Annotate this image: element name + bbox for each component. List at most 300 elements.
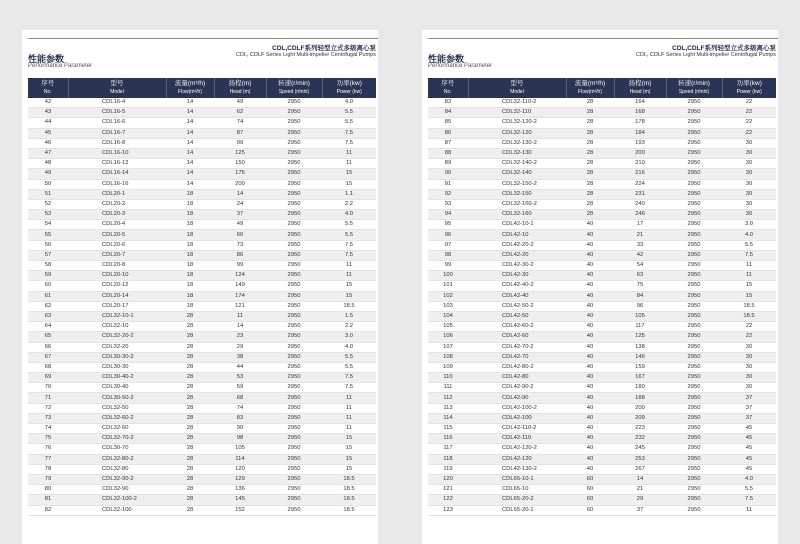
- cell-head: 240: [614, 199, 666, 209]
- cell-power: 45: [722, 444, 776, 454]
- table-row: [428, 199, 776, 209]
- page-title-cn: 性能参数: [28, 54, 65, 64]
- cell-model: CDL42-10: [468, 230, 566, 240]
- cell-head: 75: [614, 281, 666, 291]
- performance-table-left: [28, 78, 376, 516]
- cell-flow: 14: [166, 169, 214, 179]
- cell-speed: 2950: [266, 220, 322, 230]
- cell-head: 125: [614, 332, 666, 342]
- cell-speed: 2950: [666, 393, 722, 403]
- cell-power: 2.2: [322, 199, 376, 209]
- cell-flow: 28: [166, 383, 214, 393]
- cell-speed: 2950: [666, 413, 722, 423]
- cell-speed: 2950: [666, 485, 722, 495]
- cell-model: CDL32-160-2: [468, 199, 566, 209]
- cell-head: 253: [614, 454, 666, 464]
- cell-head: 86: [214, 250, 266, 260]
- cell-model: CDL42-100-2: [468, 403, 566, 413]
- cell-power: 30: [722, 383, 776, 393]
- header-no: 序号 No.: [28, 78, 68, 98]
- cell-power: 15: [322, 291, 376, 301]
- table-row: [28, 413, 376, 423]
- cell-power: 22: [722, 118, 776, 128]
- cell-model: CDL32-60: [68, 424, 166, 434]
- cell-power: 7.5: [722, 250, 776, 260]
- table-row: [428, 220, 776, 230]
- cell-speed: 2950: [266, 311, 322, 321]
- cell-flow: 28: [566, 179, 614, 189]
- table-row: [428, 434, 776, 444]
- cell-model: CDL20-17: [68, 301, 166, 311]
- table-row: [428, 108, 776, 118]
- cell-power: 5.5: [322, 108, 376, 118]
- cell-power: 5.5: [722, 485, 776, 495]
- cell-flow: 40: [566, 434, 614, 444]
- cell-no: 45: [28, 128, 68, 138]
- cell-speed: 2950: [266, 230, 322, 240]
- cell-flow: 28: [566, 169, 614, 179]
- left-page: [22, 30, 378, 544]
- cell-no: 110: [428, 373, 468, 383]
- cell-speed: 2950: [266, 138, 322, 148]
- cell-power: 7.5: [722, 495, 776, 505]
- table-row: [428, 98, 776, 108]
- table-row: [28, 98, 376, 108]
- table-row: [428, 179, 776, 189]
- header-head: 扬程(m) Head (m): [614, 78, 666, 98]
- cell-no: 66: [28, 342, 68, 352]
- table-row: [428, 189, 776, 199]
- table-row: [428, 413, 776, 423]
- cell-model: CDL20-7: [68, 250, 166, 260]
- cell-flow: 60: [566, 495, 614, 505]
- cell-head: 246: [614, 210, 666, 220]
- cell-head: 145: [214, 495, 266, 505]
- table-row: [428, 261, 776, 271]
- table-row: [28, 301, 376, 311]
- cell-no: 113: [428, 403, 468, 413]
- table-row: [28, 373, 376, 383]
- table-row: [428, 393, 776, 403]
- cell-speed: 2950: [666, 322, 722, 332]
- cell-head: 159: [614, 362, 666, 372]
- cell-head: 188: [614, 393, 666, 403]
- cell-flow: 28: [566, 118, 614, 128]
- cell-flow: 40: [566, 220, 614, 230]
- cell-speed: 2950: [266, 98, 322, 108]
- cell-model: CDL20-5: [68, 230, 166, 240]
- header-speed: 转速(r/min) Speed (r/min): [266, 78, 322, 98]
- table-row: [28, 362, 376, 372]
- cell-model: CDL30-50-2: [68, 393, 166, 403]
- table-row: [428, 311, 776, 321]
- cell-model: CDL20-8: [68, 261, 166, 271]
- cell-head: 168: [614, 108, 666, 118]
- cell-head: 24: [214, 199, 266, 209]
- cell-speed: 2950: [666, 281, 722, 291]
- cell-power: 15: [322, 454, 376, 464]
- table-row: [28, 495, 376, 505]
- cell-flow: 28: [166, 362, 214, 372]
- table-row: [28, 240, 376, 250]
- cell-no: 42: [28, 98, 68, 108]
- cell-speed: 2950: [266, 159, 322, 169]
- cell-flow: 14: [166, 98, 214, 108]
- cell-speed: 2950: [266, 352, 322, 362]
- cell-head: 49: [214, 220, 266, 230]
- cell-speed: 2950: [266, 118, 322, 128]
- cell-speed: 2950: [666, 373, 722, 383]
- cell-speed: 2950: [666, 261, 722, 271]
- cell-model: CDL32-130: [468, 148, 566, 158]
- cell-speed: 2950: [266, 148, 322, 158]
- cell-no: 81: [28, 495, 68, 505]
- table-row: [28, 485, 376, 495]
- cell-speed: 2950: [666, 424, 722, 434]
- cell-speed: 2950: [266, 373, 322, 383]
- cell-power: 11: [322, 148, 376, 158]
- cell-flow: 28: [566, 159, 614, 169]
- cell-speed: 2950: [266, 281, 322, 291]
- cell-no: 77: [28, 454, 68, 464]
- cell-model: CDL42-90: [468, 393, 566, 403]
- table-row: [428, 271, 776, 281]
- cell-power: 4.0: [722, 230, 776, 240]
- cell-flow: 14: [166, 179, 214, 189]
- table-row: [28, 179, 376, 189]
- cell-model: CDL32-140: [468, 169, 566, 179]
- table-row: [28, 332, 376, 342]
- cell-no: 73: [28, 413, 68, 423]
- cell-flow: 28: [166, 424, 214, 434]
- table-row: [28, 444, 376, 454]
- cell-power: 11: [722, 505, 776, 515]
- cell-power: 11: [722, 271, 776, 281]
- cell-head: 216: [614, 169, 666, 179]
- cell-speed: 2950: [666, 444, 722, 454]
- cell-flow: 18: [166, 210, 214, 220]
- cell-head: 29: [214, 342, 266, 352]
- cell-power: 18.5: [322, 505, 376, 515]
- cell-head: 267: [614, 464, 666, 474]
- cell-power: 45: [722, 434, 776, 444]
- cell-flow: 14: [166, 148, 214, 158]
- cell-no: 57: [28, 250, 68, 260]
- cell-no: 69: [28, 373, 68, 383]
- cell-no: 56: [28, 240, 68, 250]
- cell-power: 22: [722, 98, 776, 108]
- cell-model: CDL16-12: [68, 159, 166, 169]
- cell-power: 4.0: [322, 342, 376, 352]
- top-rule: [28, 38, 378, 39]
- series-title-cn: CDL,CDLF系列轻型立式多级离心泵: [272, 45, 376, 52]
- cell-speed: 2950: [266, 474, 322, 484]
- cell-flow: 40: [566, 271, 614, 281]
- cell-model: CDL32-50: [68, 403, 166, 413]
- cell-no: 106: [428, 332, 468, 342]
- cell-model: CDL42-70: [468, 352, 566, 362]
- table-row: [428, 485, 776, 495]
- cell-flow: 18: [166, 240, 214, 250]
- cell-no: 109: [428, 362, 468, 372]
- cell-speed: 2950: [266, 301, 322, 311]
- cell-power: 30: [722, 179, 776, 189]
- cell-flow: 14: [166, 108, 214, 118]
- cell-head: 105: [214, 444, 266, 454]
- cell-speed: 2950: [266, 189, 322, 199]
- series-title-en: CDL, CDLF Series Light Multi-impeller Centrifugal Pumps: [636, 52, 776, 58]
- cell-flow: 18: [166, 271, 214, 281]
- cell-no: 98: [428, 250, 468, 260]
- cell-speed: 2950: [666, 250, 722, 260]
- cell-speed: 2950: [666, 403, 722, 413]
- cell-model: CDL20-14: [68, 291, 166, 301]
- cell-power: 4.0: [322, 98, 376, 108]
- cell-head: 231: [614, 189, 666, 199]
- cell-head: 193: [614, 138, 666, 148]
- table-row: [428, 424, 776, 434]
- cell-flow: 28: [566, 189, 614, 199]
- table-row: [28, 291, 376, 301]
- cell-no: 87: [428, 138, 468, 148]
- table-row: [428, 281, 776, 291]
- cell-no: 119: [428, 464, 468, 474]
- cell-speed: 2950: [266, 413, 322, 423]
- table-body-right: [428, 98, 776, 515]
- cell-speed: 2950: [666, 434, 722, 444]
- cell-flow: 40: [566, 444, 614, 454]
- cell-head: 87: [214, 128, 266, 138]
- cell-speed: 2950: [266, 169, 322, 179]
- cell-head: 232: [614, 434, 666, 444]
- cell-power: 3.0: [722, 220, 776, 230]
- cell-model: CDL42-120-2: [468, 444, 566, 454]
- cell-flow: 40: [566, 322, 614, 332]
- cell-head: 37: [614, 505, 666, 515]
- cell-no: 55: [28, 230, 68, 240]
- cell-flow: 40: [566, 362, 614, 372]
- cell-flow: 28: [566, 138, 614, 148]
- table-row: [28, 352, 376, 362]
- cell-power: 11: [322, 413, 376, 423]
- header-flow: 流量(m³/h) Flow(m³/h): [566, 78, 614, 98]
- cell-model: CDL16-16: [68, 179, 166, 189]
- cell-speed: 2950: [666, 474, 722, 484]
- cell-head: 180: [614, 383, 666, 393]
- cell-head: 129: [214, 474, 266, 484]
- cell-flow: 28: [166, 311, 214, 321]
- cell-flow: 28: [566, 199, 614, 209]
- cell-flow: 40: [566, 424, 614, 434]
- cell-no: 70: [28, 383, 68, 393]
- cell-speed: 2950: [266, 485, 322, 495]
- header-speed: 转速(r/min) Speed (r/min): [666, 78, 722, 98]
- cell-no: 103: [428, 301, 468, 311]
- cell-power: 45: [722, 454, 776, 464]
- cell-flow: 28: [166, 373, 214, 383]
- cell-power: 15: [322, 281, 376, 291]
- cell-no: 58: [28, 261, 68, 271]
- cell-flow: 28: [166, 342, 214, 352]
- cell-model: CDL32-120-2: [468, 118, 566, 128]
- cell-flow: 18: [166, 301, 214, 311]
- cell-no: 99: [428, 261, 468, 271]
- cell-speed: 2950: [266, 393, 322, 403]
- cell-power: 30: [722, 199, 776, 209]
- table-row: [28, 261, 376, 271]
- table-row: [428, 118, 776, 128]
- cell-speed: 2950: [666, 220, 722, 230]
- cell-flow: 40: [566, 291, 614, 301]
- table-row: [28, 169, 376, 179]
- cell-no: 101: [428, 281, 468, 291]
- cell-power: 15: [322, 464, 376, 474]
- cell-no: 71: [28, 393, 68, 403]
- table-row: [428, 444, 776, 454]
- cell-power: 30: [722, 189, 776, 199]
- cell-head: 42: [614, 250, 666, 260]
- cell-model: CDL20-10: [68, 271, 166, 281]
- cell-model: CDL20-3: [68, 210, 166, 220]
- cell-flow: 40: [566, 383, 614, 393]
- cell-speed: 2950: [666, 332, 722, 342]
- cell-model: CDL32-160: [468, 210, 566, 220]
- cell-flow: 28: [166, 413, 214, 423]
- cell-head: 98: [214, 434, 266, 444]
- cell-head: 38: [214, 352, 266, 362]
- cell-power: 1.5: [322, 311, 376, 321]
- cell-model: CDL32-100: [68, 505, 166, 515]
- table-row: [28, 118, 376, 128]
- cell-speed: 2950: [666, 169, 722, 179]
- cell-flow: 60: [566, 474, 614, 484]
- table-row: [28, 230, 376, 240]
- cell-power: 45: [722, 424, 776, 434]
- cell-flow: 28: [166, 464, 214, 474]
- cell-model: CDL32-90-2: [68, 474, 166, 484]
- cell-head: 44: [214, 362, 266, 372]
- cell-no: 43: [28, 108, 68, 118]
- cell-no: 115: [428, 424, 468, 434]
- cell-no: 93: [428, 199, 468, 209]
- table-row: [428, 240, 776, 250]
- cell-no: 95: [428, 220, 468, 230]
- cell-flow: 40: [566, 454, 614, 464]
- cell-model: CDL42-130-2: [468, 464, 566, 474]
- cell-power: 15: [722, 281, 776, 291]
- cell-flow: 40: [566, 373, 614, 383]
- cell-no: 60: [28, 281, 68, 291]
- cell-model: CDL65-20-1: [468, 505, 566, 515]
- cell-head: 29: [614, 495, 666, 505]
- cell-model: CDL32-20: [68, 342, 166, 352]
- cell-speed: 2950: [266, 291, 322, 301]
- cell-power: 4.0: [322, 210, 376, 220]
- cell-flow: 40: [566, 332, 614, 342]
- cell-head: 23: [214, 332, 266, 342]
- cell-flow: 60: [566, 485, 614, 495]
- cell-no: 53: [28, 210, 68, 220]
- top-rule: [428, 38, 778, 39]
- cell-no: 44: [28, 118, 68, 128]
- cell-flow: 14: [166, 128, 214, 138]
- table-row: [28, 454, 376, 464]
- page-title-en: Performance Parameter: [28, 63, 93, 69]
- performance-table-right: [428, 78, 776, 516]
- cell-no: 79: [28, 474, 68, 484]
- table-row: [28, 128, 376, 138]
- cell-flow: 40: [566, 301, 614, 311]
- table-row: [428, 128, 776, 138]
- cell-model: CDL42-10-1: [468, 220, 566, 230]
- cell-model: CDL20-2: [68, 199, 166, 209]
- cell-speed: 2950: [666, 210, 722, 220]
- cell-head: 124: [214, 271, 266, 281]
- cell-head: 105: [614, 311, 666, 321]
- cell-head: 33: [614, 240, 666, 250]
- cell-speed: 2950: [666, 179, 722, 189]
- table-row: [28, 210, 376, 220]
- cell-flow: 40: [566, 464, 614, 474]
- cell-power: 37: [722, 413, 776, 423]
- cell-no: 104: [428, 311, 468, 321]
- cell-model: CDL42-120: [468, 454, 566, 464]
- cell-model: CDL32-80-2: [68, 454, 166, 464]
- cell-model: CDL20-1: [68, 189, 166, 199]
- table-row: [28, 138, 376, 148]
- cell-power: 5.5: [322, 220, 376, 230]
- cell-power: 7.5: [322, 128, 376, 138]
- cell-head: 74: [214, 118, 266, 128]
- cell-model: CDL16-14: [68, 169, 166, 179]
- cell-power: 30: [722, 373, 776, 383]
- cell-power: 22: [722, 108, 776, 118]
- table-row: [428, 454, 776, 464]
- cell-no: 89: [428, 159, 468, 169]
- cell-power: 5.5: [322, 118, 376, 128]
- cell-model: CDL42-90-2: [468, 383, 566, 393]
- table-row: [28, 393, 376, 403]
- cell-power: 30: [722, 362, 776, 372]
- table-row: [428, 373, 776, 383]
- cell-head: 83: [214, 413, 266, 423]
- cell-head: 149: [214, 281, 266, 291]
- cell-model: CDL42-30-2: [468, 261, 566, 271]
- cell-power: 3.0: [322, 332, 376, 342]
- cell-flow: 40: [566, 261, 614, 271]
- cell-model: CDL16-6: [68, 118, 166, 128]
- cell-no: 107: [428, 342, 468, 352]
- cell-speed: 2950: [666, 271, 722, 281]
- cell-model: CDL42-40: [468, 291, 566, 301]
- right-page: [422, 30, 778, 544]
- cell-flow: 18: [166, 220, 214, 230]
- cell-speed: 2950: [266, 322, 322, 332]
- cell-no: 48: [28, 159, 68, 169]
- table-row: [428, 301, 776, 311]
- cell-head: 96: [614, 301, 666, 311]
- cell-flow: 28: [566, 128, 614, 138]
- cell-head: 184: [614, 128, 666, 138]
- table-row: [428, 332, 776, 342]
- cell-speed: 2950: [666, 311, 722, 321]
- cell-model: CDL32-150-2: [468, 179, 566, 189]
- cell-model: CDL42-60: [468, 332, 566, 342]
- cell-model: CDL30-30: [68, 362, 166, 372]
- cell-head: 60: [214, 230, 266, 240]
- table-header-row: [28, 78, 376, 98]
- cell-no: 47: [28, 148, 68, 158]
